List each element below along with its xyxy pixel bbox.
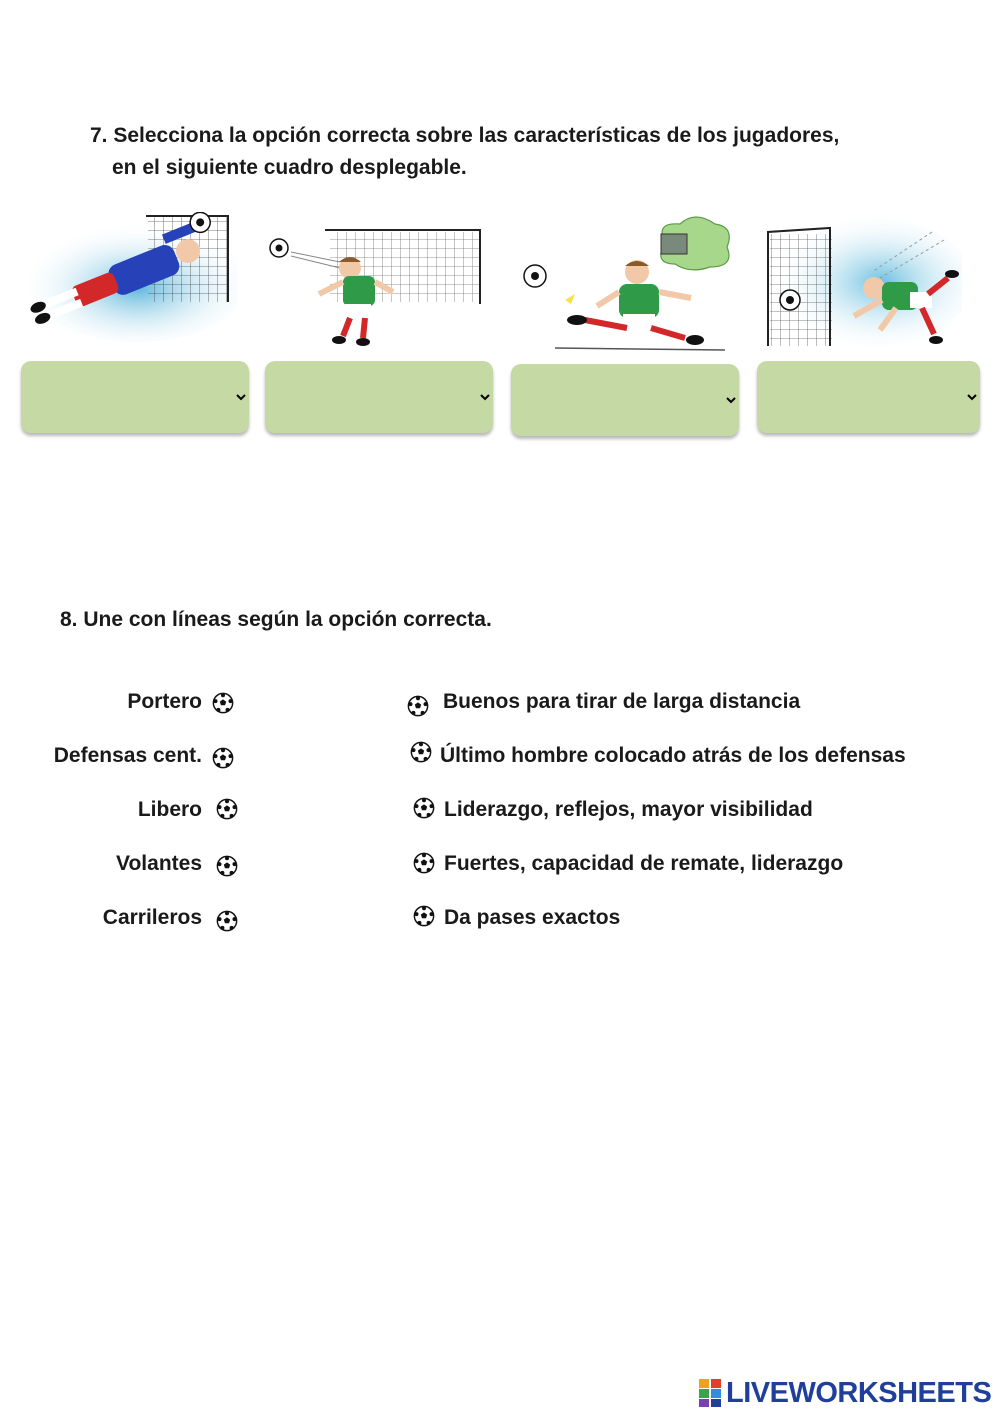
left-term-volantes: Volantes xyxy=(116,852,202,875)
defender-heading-illustration xyxy=(265,212,485,352)
right-description-3: Liderazgo, reflejos, mayor visibilidad xyxy=(444,798,813,821)
right-description-5: Da pases exactos xyxy=(444,906,621,929)
liveworksheets-logo-text: LIVEWORKSHEETS xyxy=(726,1376,992,1409)
dropdown-answer-4[interactable] xyxy=(757,361,980,433)
soccer-ball-icon[interactable] xyxy=(413,797,435,819)
soccer-ball-icon[interactable] xyxy=(410,741,432,763)
liveworksheets-logo-icon xyxy=(698,1378,724,1408)
question-7-line-1: 7. Selecciona la opción correcta sobre las características de los jugadores, xyxy=(90,124,840,147)
midfielder-kicking-illustration xyxy=(515,212,735,352)
soccer-ball-icon[interactable] xyxy=(216,910,238,932)
soccer-ball-icon[interactable] xyxy=(413,852,435,874)
left-term-libero: Libero xyxy=(137,798,202,821)
soccer-ball-icon[interactable] xyxy=(407,695,429,717)
dropdown-answer-1[interactable] xyxy=(21,361,249,433)
goalkeeper-diving-illustration xyxy=(28,212,238,352)
soccer-ball-icon[interactable] xyxy=(216,855,238,877)
dropdown-answer-2[interactable] xyxy=(265,361,493,433)
right-description-4: Fuertes, capacidad de remate, liderazgo xyxy=(444,852,844,875)
right-description-1: Buenos para tirar de larga distancia xyxy=(443,690,801,713)
soccer-ball-icon[interactable] xyxy=(413,905,435,927)
left-term-carrileros: Carrileros xyxy=(102,906,202,929)
dropdown-answer-3[interactable] xyxy=(511,364,739,436)
striker-header-illustration xyxy=(762,212,962,352)
question-8-title: 8. Une con líneas según la opción correcta. xyxy=(60,608,492,631)
soccer-ball-icon[interactable] xyxy=(212,692,234,714)
right-description-2: Último hombre colocado atrás de los defensas xyxy=(440,744,906,767)
soccer-ball-icon[interactable] xyxy=(212,747,234,769)
left-term-defensas-centrales: Defensas cent. xyxy=(53,744,202,767)
question-7-title xyxy=(90,120,970,184)
question-7-line-2: en el siguiente cuadro desplegable. xyxy=(112,156,467,179)
liveworksheets-logo xyxy=(698,1376,991,1410)
soccer-ball-icon[interactable] xyxy=(216,798,238,820)
left-term-portero: Portero xyxy=(127,690,202,713)
